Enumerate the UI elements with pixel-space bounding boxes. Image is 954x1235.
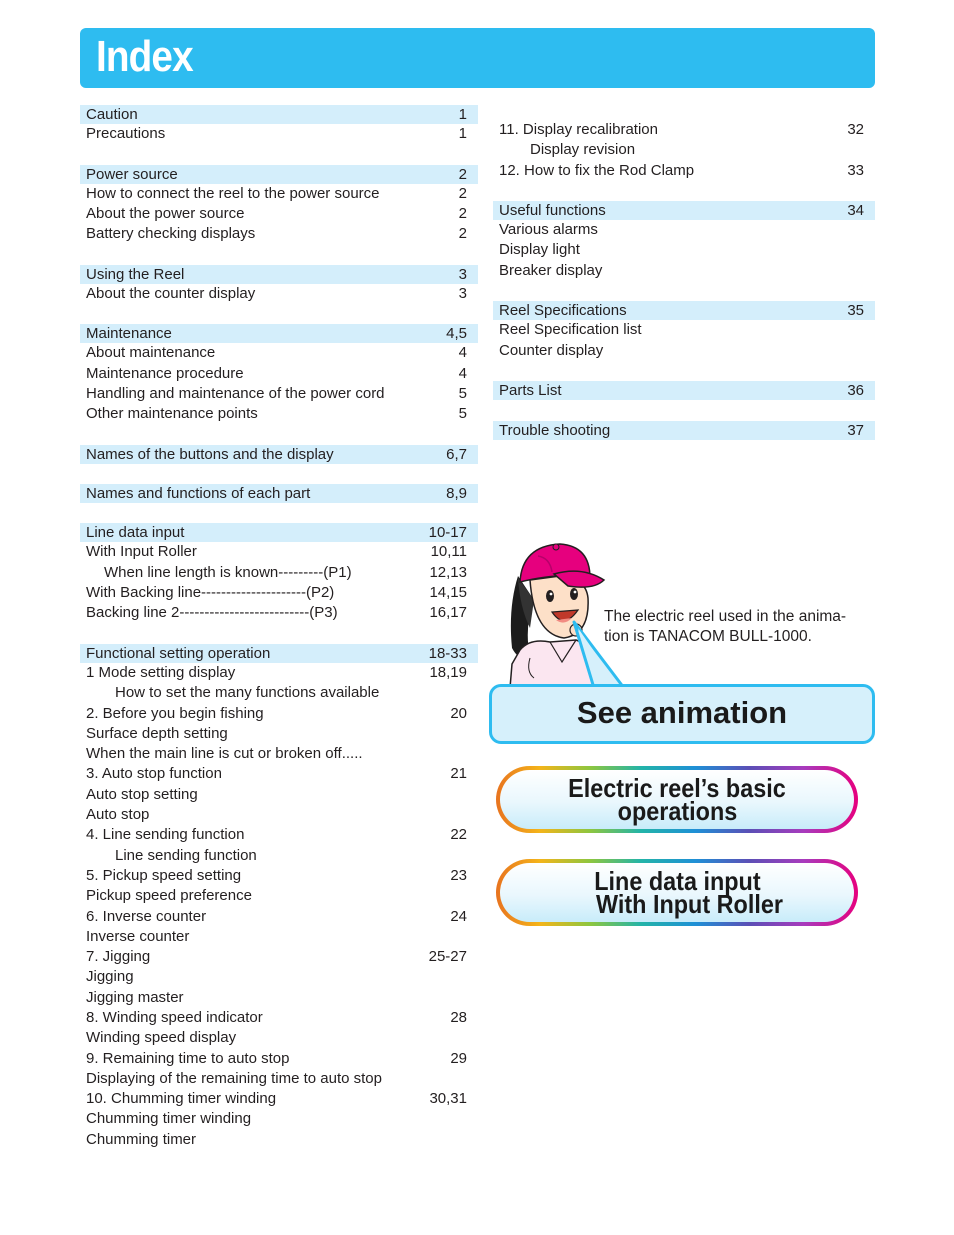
entry-page-number: 35 xyxy=(847,302,864,320)
line-data-input-button[interactable] xyxy=(496,859,858,926)
index-entry[interactable] xyxy=(80,764,478,784)
entry-title: 9. Remaining time to auto stop xyxy=(86,1049,290,1067)
entry-title: With Input Roller xyxy=(86,543,197,561)
index-entry[interactable] xyxy=(80,825,478,845)
section-spacer xyxy=(80,244,478,264)
entry-title: Maintenance xyxy=(86,325,172,343)
section-spacer xyxy=(80,304,478,324)
entry-title: Power source xyxy=(86,165,178,183)
entry-page-number: 10-17 xyxy=(428,524,467,542)
index-entry[interactable] xyxy=(493,261,875,281)
index-entry[interactable] xyxy=(80,124,478,144)
entry-title: Breaker display xyxy=(499,261,603,279)
index-entry[interactable] xyxy=(493,120,875,140)
entry-page-number: 2 xyxy=(458,165,467,183)
entry-title: Line sending function xyxy=(115,846,257,864)
index-entry[interactable] xyxy=(80,744,478,764)
index-section-header[interactable] xyxy=(493,301,875,320)
see-animation-label: See animation xyxy=(576,695,788,730)
index-entry[interactable] xyxy=(80,1109,478,1129)
entry-title: About the counter display xyxy=(86,284,256,302)
section-spacer xyxy=(493,181,875,201)
entry-title: How to set the many functions available xyxy=(115,684,380,702)
entry-page-number: 36 xyxy=(847,382,864,400)
entry-title: 4. Line sending function xyxy=(86,826,245,844)
section-spacer xyxy=(80,624,478,644)
index-entry[interactable] xyxy=(80,1028,478,1048)
entry-title: Reel Specifications xyxy=(499,302,627,320)
index-entry[interactable] xyxy=(80,343,478,363)
index-entry[interactable] xyxy=(80,988,478,1008)
entry-title: How to connect the reel to the power source xyxy=(86,184,380,202)
entry-title: Jigging master xyxy=(86,988,184,1006)
entry-title: 1 Mode setting display xyxy=(86,663,236,681)
entry-page-number: 4 xyxy=(458,344,467,362)
entry-title: Auto stop xyxy=(86,806,150,824)
animation-caption xyxy=(604,607,879,647)
index-entry[interactable] xyxy=(493,240,875,260)
entry-title: 7. Jigging xyxy=(86,948,151,966)
entry-page-number: 32 xyxy=(847,121,864,138)
entry-title: Reel Specification list xyxy=(499,321,642,339)
section-spacer xyxy=(80,425,478,445)
index-entry[interactable] xyxy=(80,663,478,683)
entry-title: When line length is known---------(P1) xyxy=(104,563,352,581)
index-entry[interactable] xyxy=(493,341,875,361)
index-section-header[interactable] xyxy=(493,381,875,400)
index-entry[interactable] xyxy=(493,220,875,240)
index-entry[interactable] xyxy=(80,204,478,224)
section-spacer xyxy=(80,503,478,523)
entry-page-number: 14,15 xyxy=(429,584,467,602)
index-entry[interactable] xyxy=(80,866,478,886)
index-left-column xyxy=(80,105,478,1150)
section-spacer xyxy=(80,144,478,164)
entry-page-number: 12,13 xyxy=(429,563,467,581)
index-entry[interactable] xyxy=(80,1089,478,1109)
entry-title: With Backing line---------------------(P2) xyxy=(86,584,335,602)
entry-title: When the main line is cut or broken off..... xyxy=(86,745,363,763)
section-spacer xyxy=(493,400,875,420)
entry-title: Chumming timer winding xyxy=(86,1110,252,1128)
index-entry[interactable] xyxy=(80,846,478,866)
entry-page-number: 18,19 xyxy=(429,663,467,681)
entry-page-number: 23 xyxy=(450,866,467,884)
index-entry[interactable] xyxy=(80,224,478,244)
entry-page-number: 10,11 xyxy=(430,543,467,561)
entry-title: Auto stop setting xyxy=(86,785,198,803)
index-entry[interactable] xyxy=(80,1130,478,1150)
basic-operations-button[interactable] xyxy=(496,766,858,833)
index-entry[interactable] xyxy=(80,1069,478,1089)
index-entry[interactable] xyxy=(80,907,478,927)
index-entry[interactable] xyxy=(80,785,478,805)
entry-page-number: 21 xyxy=(450,765,467,783)
entry-title: Using the Reel xyxy=(86,265,185,283)
index-section-header[interactable] xyxy=(80,105,478,124)
index-entry[interactable] xyxy=(80,583,478,603)
entry-page-number: 29 xyxy=(450,1049,467,1067)
entry-title: Displaying of the remaining time to auto stop xyxy=(86,1069,382,1087)
line-data-label-line-1: Line data input xyxy=(593,865,761,896)
entry-page-number: 2 xyxy=(458,184,467,202)
index-entry[interactable] xyxy=(493,320,875,340)
index-entry[interactable] xyxy=(80,724,478,744)
entry-title: 2. Before you begin fishing xyxy=(86,704,264,722)
entry-title: Display light xyxy=(499,241,580,259)
entry-title: Backing line 2--------------------------(P3) xyxy=(86,604,338,622)
basic-operations-label-line-2: operations xyxy=(617,795,737,826)
index-entry[interactable] xyxy=(80,947,478,967)
entry-title: Jigging xyxy=(86,968,134,986)
entry-page-number: 24 xyxy=(450,907,467,925)
caption-line-2: tion is TANACOM BULL-1000. xyxy=(604,628,812,645)
entry-title: 8. Winding speed indicator xyxy=(86,1008,263,1026)
entry-title: Parts List xyxy=(499,382,562,400)
entry-page-number: 18-33 xyxy=(428,644,467,662)
entry-page-number: 3 xyxy=(458,284,467,302)
index-section-header[interactable] xyxy=(80,644,478,663)
index-entry[interactable] xyxy=(80,364,478,384)
entry-title: Chumming timer xyxy=(86,1130,197,1148)
index-entry[interactable] xyxy=(80,886,478,906)
entry-page-number: 30,31 xyxy=(429,1090,467,1108)
entry-page-number: 2 xyxy=(458,225,467,243)
caption-line-1: The electric reel used in the anima- xyxy=(604,608,847,625)
index-entry[interactable] xyxy=(493,161,875,181)
entry-page-number: 28 xyxy=(450,1008,467,1026)
entry-page-number: 33 xyxy=(847,161,864,179)
index-section-header[interactable] xyxy=(80,265,478,284)
entry-page-number: 5 xyxy=(458,405,467,423)
index-entry[interactable] xyxy=(80,184,478,204)
index-section-header[interactable] xyxy=(493,201,875,220)
entry-page-number: 16,17 xyxy=(429,604,467,622)
index-section-header[interactable] xyxy=(80,324,478,343)
entry-page-number: 8,9 xyxy=(446,485,467,503)
index-entry[interactable] xyxy=(80,927,478,947)
index-entry[interactable] xyxy=(80,1008,478,1028)
index-entry[interactable] xyxy=(80,603,478,623)
entry-page-number: 6,7 xyxy=(446,445,467,463)
entry-page-number: 20 xyxy=(450,704,467,722)
entry-title: Useful functions xyxy=(499,202,606,220)
entry-page-number: 1 xyxy=(458,106,467,123)
entry-title: Battery checking displays xyxy=(86,225,256,243)
entry-page-number: 2 xyxy=(458,204,467,222)
entry-title: Winding speed display xyxy=(86,1029,237,1047)
entry-title: 3. Auto stop function xyxy=(86,765,222,783)
index-entry[interactable] xyxy=(80,683,478,703)
entry-title: Surface depth setting xyxy=(86,724,228,742)
entry-page-number: 37 xyxy=(847,421,864,439)
entry-title: Various alarms xyxy=(499,221,598,239)
index-entry[interactable] xyxy=(80,1049,478,1069)
entry-title: Counter display xyxy=(499,341,604,359)
entry-title: 12. How to fix the Rod Clamp xyxy=(499,161,695,179)
entry-title: Pickup speed preference xyxy=(86,887,252,905)
index-right-column xyxy=(493,120,875,440)
basic-operations-label-line-1: Electric reel’s basic xyxy=(568,772,786,803)
index-section-header[interactable] xyxy=(493,421,875,440)
entry-page-number: 25-27 xyxy=(428,948,467,966)
entry-page-number: 5 xyxy=(458,384,467,402)
entry-page-number: 22 xyxy=(450,826,467,844)
entry-title: 11. Display recalibration xyxy=(499,121,658,138)
entry-title: About maintenance xyxy=(86,344,216,362)
entry-page-number: 1 xyxy=(458,125,467,142)
entry-title: Maintenance procedure xyxy=(86,364,244,382)
entry-title: Line data input xyxy=(86,524,185,542)
line-data-label-line-2: With Input Roller xyxy=(596,888,784,919)
index-entry[interactable] xyxy=(493,140,875,160)
index-section-header[interactable] xyxy=(80,523,478,542)
entry-title: Display revision xyxy=(530,141,636,159)
entry-page-number: 3 xyxy=(458,265,467,283)
index-section-header[interactable] xyxy=(80,165,478,184)
entry-page-number: 34 xyxy=(847,202,864,220)
entry-title: Precautions xyxy=(86,125,166,142)
entry-title: 10. Chumming timer winding xyxy=(86,1090,277,1108)
entry-page-number: 4 xyxy=(458,364,467,382)
index-entry[interactable] xyxy=(80,284,478,304)
entry-title: Inverse counter xyxy=(86,927,190,945)
see-animation-button[interactable] xyxy=(489,684,875,744)
index-entry[interactable] xyxy=(80,563,478,583)
entry-title: About the power source xyxy=(86,204,245,222)
entry-page-number: 4,5 xyxy=(446,325,467,343)
section-spacer xyxy=(493,361,875,381)
entry-title: Caution xyxy=(86,106,138,123)
entry-title: Handling and maintenance of the power cord xyxy=(86,384,385,402)
title-banner xyxy=(80,28,875,88)
entry-title: Functional setting operation xyxy=(86,644,271,662)
index-entry[interactable] xyxy=(80,384,478,404)
entry-title: 6. Inverse counter xyxy=(86,907,207,925)
index-entry[interactable] xyxy=(80,967,478,987)
index-entry[interactable] xyxy=(80,404,478,424)
entry-title: Names of the buttons and the display xyxy=(86,445,334,463)
section-spacer xyxy=(80,464,478,484)
index-section-header[interactable] xyxy=(80,484,478,503)
index-entry[interactable] xyxy=(80,704,478,724)
index-entry[interactable] xyxy=(80,805,478,825)
entry-title: Trouble shooting xyxy=(499,421,611,439)
page-title: Index xyxy=(96,32,193,81)
entry-title: Other maintenance points xyxy=(86,405,258,423)
index-section-header[interactable] xyxy=(80,445,478,464)
section-spacer xyxy=(493,281,875,301)
entry-title: Names and functions of each part xyxy=(86,485,311,503)
entry-title: 5. Pickup speed setting xyxy=(86,866,242,884)
index-entry[interactable] xyxy=(80,542,478,562)
